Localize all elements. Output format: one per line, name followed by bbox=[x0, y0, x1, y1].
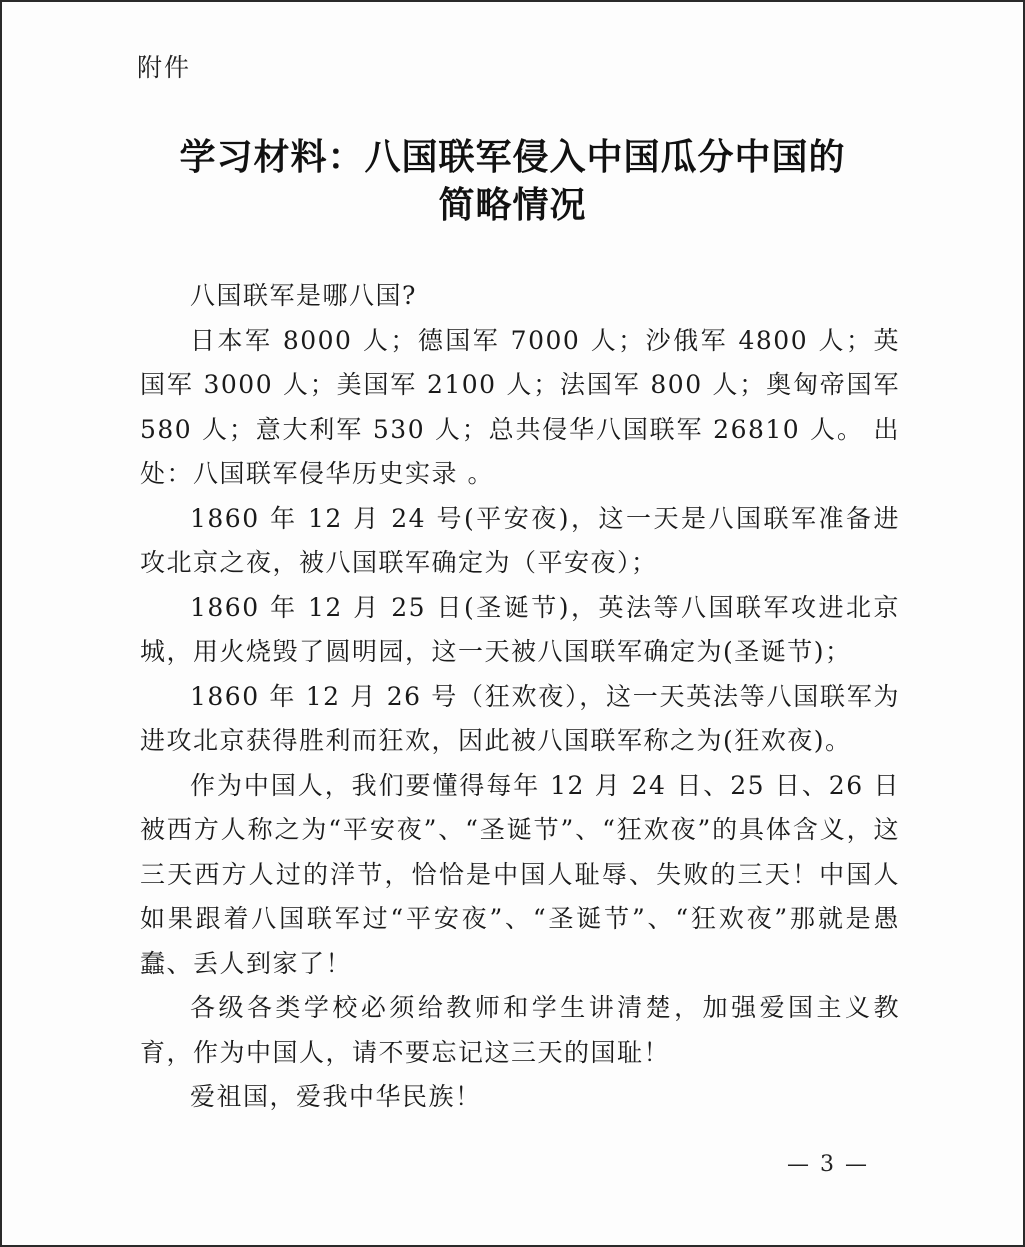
paragraph-dec-24: 1860 年 12 月 24 号(平安夜)，这一天是八国联军准备进攻北京之夜，被八国联军确定为（平安夜）； bbox=[140, 503, 900, 577]
title-line-2: 简略情况 bbox=[438, 185, 587, 226]
paragraph-meaning: 作为中国人，我们要懂得每年 12 月 24 日、25 日、26 日被西方人称之为“平安夜”、“圣诞节”、“狂欢夜”的具体含义，这三天西方人过的洋节，恰恰是中国人耻辱、失败的三天！中国人如果跟着八国联军过“平安夜”、“圣诞节”、“狂欢夜”那就是愚蠢、丢人到家了！ bbox=[140, 770, 900, 978]
attachment-label: 附件 bbox=[137, 53, 192, 82]
document-title bbox=[2, 134, 1023, 230]
document-body bbox=[140, 274, 900, 1120]
paragraph-troops: 日本军 8000 人；德国军 7000 人；沙俄军 4800 人；英国军 3000 人；美国军 2100 人；法国军 800 人；奥匈帝国军 580 人；意大利军 530 人；总共侵华八国联军 26810 人。 出处：八国联军侵华历史实录 。 bbox=[140, 325, 900, 488]
paragraph-dec-26: 1860 年 12 月 26 号（狂欢夜），这一天英法等八国联军为进攻北京获得胜利而狂欢，因此被八国联军称之为(狂欢夜)。 bbox=[140, 681, 900, 755]
paragraph-dec-25: 1860 年 12 月 25 日(圣诞节)，英法等八国联军攻进北京城，用火烧毁了圆明园，这一天被八国联军确定为(圣诞节)； bbox=[140, 592, 900, 666]
paragraph-schools: 各级各类学校必须给教师和学生讲清楚，加强爱国主义教育，作为中国人，请不要忘记这三天的国耻！ bbox=[140, 993, 900, 1067]
paragraph-question: 八国联军是哪八国? bbox=[190, 281, 417, 310]
page-number: — 3 — bbox=[787, 1152, 869, 1177]
paragraph-closing: 爱祖国，爱我中华民族！ bbox=[190, 1082, 482, 1111]
title-line-1: 学习材料：八国联军侵入中国瓜分中国的 bbox=[179, 137, 846, 178]
